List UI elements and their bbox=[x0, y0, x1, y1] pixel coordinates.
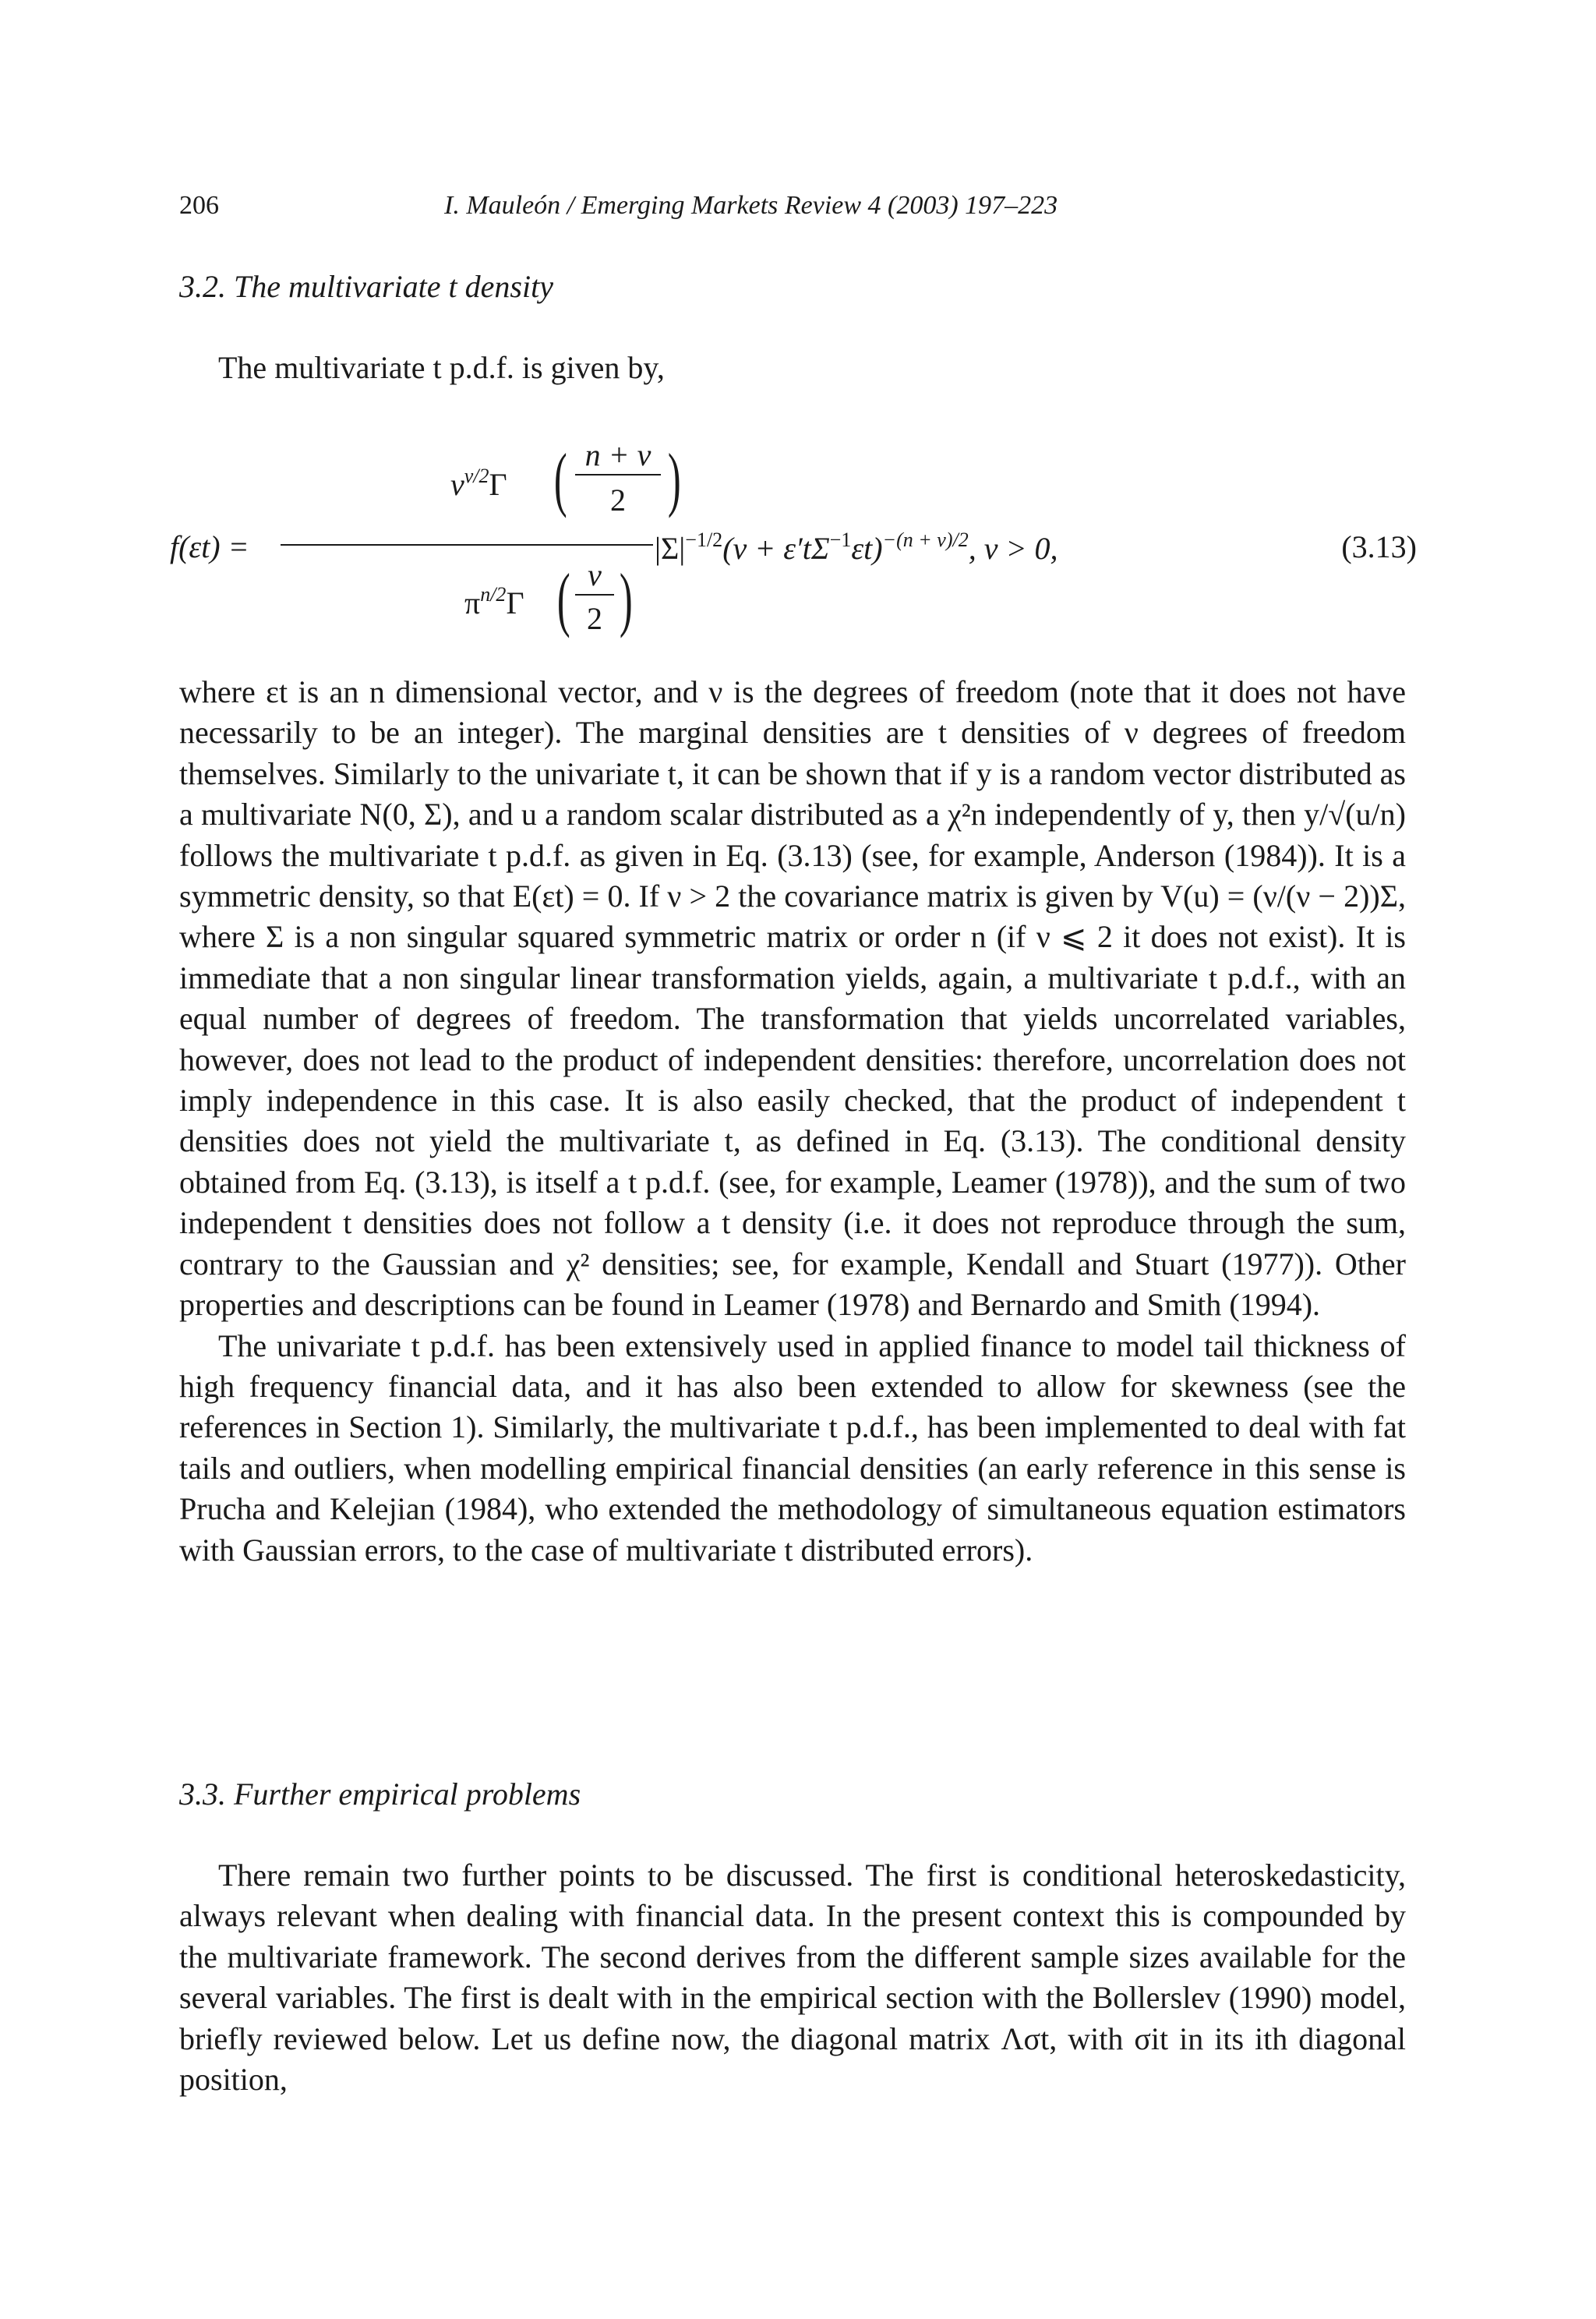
numerator-frac-bottom: 2 bbox=[610, 483, 626, 518]
equation-numerator bbox=[302, 437, 681, 538]
denominator-frac-bottom: 2 bbox=[587, 601, 602, 636]
rhs-paren-open: (ν + ε′tΣ bbox=[722, 531, 830, 566]
intro-sentence: The multivariate t p.d.f. is given by, bbox=[218, 350, 665, 385]
equation-rhs bbox=[655, 528, 1058, 567]
rhs-condition: , ν > 0, bbox=[968, 531, 1058, 566]
page-number: 206 bbox=[179, 191, 219, 220]
rhs-exponent-1: −1/2 bbox=[685, 528, 723, 551]
numerator-right-paren: ) bbox=[667, 439, 681, 518]
journal-citation: I. Mauleón / Emerging Markets Review 4 (2003) 197–223 bbox=[444, 191, 1058, 220]
equation-lhs: f(εt) = bbox=[170, 529, 249, 564]
numerator-left-paren: ( bbox=[553, 439, 567, 518]
denominator-frac-top: ν bbox=[588, 557, 602, 592]
denominator-pi: π bbox=[464, 585, 481, 620]
rhs-exponent-2: −1 bbox=[829, 528, 852, 551]
numerator-gamma: Γ bbox=[489, 467, 507, 502]
paragraph-3: There remain two further points to be discussed. The first is conditional heteroskedasticity, always relevant when dealing with financial data. In the present context this is compounded by the multivariate framework. The second derives from the different sample sizes available for the several variables. The first is dealt with in the empirical section with the Bollerslev (1990) model, briefly reviewed below. Let us define now, the diagonal matrix Λσt, with σit in its ith diagonal position, bbox=[179, 1858, 1406, 2098]
numerator-nu: ν bbox=[450, 467, 464, 502]
numerator-exponent: ν/2 bbox=[464, 465, 489, 487]
section-heading-3-2: 3.2. The multivariate t density bbox=[179, 269, 553, 304]
paragraph-2: The univariate t p.d.f. has been extensively used in applied finance to model tail thickness of high frequency financial data, and it has also been extended to allow for skewness (see the references in Section 1). Similarly, the multivariate t p.d.f., has been implemented to deal with fat tails and outliers, when modelling empirical financial densities (an early reference in this sense is Prucha and Kelejian (1984), who extended the methodology of simultaneous equation estimators with Gaussian errors, to the case of multivariate t distributed errors). bbox=[179, 1327, 1406, 1568]
rhs-paren-close: εt) bbox=[851, 531, 883, 566]
rhs-exponent-3: −(n + ν)/2 bbox=[882, 528, 969, 551]
denominator-frac-bar bbox=[575, 594, 614, 596]
denominator-exponent: n/2 bbox=[480, 583, 507, 606]
paragraph-1: where εt is an n dimensional vector, and ν is the degrees of freedom (note that it does not have necessarily to be an integer). The marginal densities are t densities of ν degrees of freedom themselves. Similarly to the univariate t, it can be shown that if y is a random vector distributed as a multivariate N(0, Σ), and u a random scalar distributed as a χ²n independently of y, then y/√(u/n) follows the multivariate t p.d.f. as given in Eq. (3.13) (see, for example, Anderson (1984)). It is a symmetric density, so that E(εt) = 0. If ν > 2 the covariance matrix is given by V(u) = (ν/(ν − 2))Σ, where Σ is a non singular squared symmetric matrix or order n (if ν ⩽ 2 it does not exist). It is immediate that a non singular linear transformation yields, again, a multivariate t p.d.f., with an equal number of degrees of freedom. The transformation that yields uncorrelated variables, however, does not lead to the product of independent densities: therefore, uncorrelation does not imply independence in this case. It is also easily checked, that the product of independent t densities does not yield the multivariate t, as defined in Eq. (3.13). The conditional density obtained from Eq. (3.13), is itself a t p.d.f. (see, for example, Leamer (1978)), and the sum of two independent t densities does not follow a t density (i.e. it does not reproduce through the sum, contrary to the Gaussian and χ² densities; see, for example, Kendall and Stuart (1977)). Other properties and descriptions can be found in Leamer (1978) and Bernardo and Smith (1994). bbox=[179, 674, 1406, 1323]
denominator-gamma: Γ bbox=[506, 585, 524, 620]
equation-3-13 bbox=[170, 437, 1417, 655]
denominator-left-paren: ( bbox=[556, 559, 570, 638]
equation-label: (3.13) bbox=[1341, 529, 1417, 564]
rhs-sigma-det: |Σ| bbox=[655, 531, 686, 566]
main-fraction-bar bbox=[281, 544, 653, 546]
section-3-3-body bbox=[179, 1855, 1406, 2100]
numerator-frac-top: n + ν bbox=[584, 437, 651, 472]
denominator-right-paren: ) bbox=[619, 559, 633, 638]
equation-denominator bbox=[302, 552, 661, 653]
numerator-frac-bar bbox=[575, 474, 661, 475]
section-3-2-body bbox=[179, 672, 1406, 1571]
section-heading-3-3: 3.3. Further empirical problems bbox=[179, 1776, 581, 1812]
